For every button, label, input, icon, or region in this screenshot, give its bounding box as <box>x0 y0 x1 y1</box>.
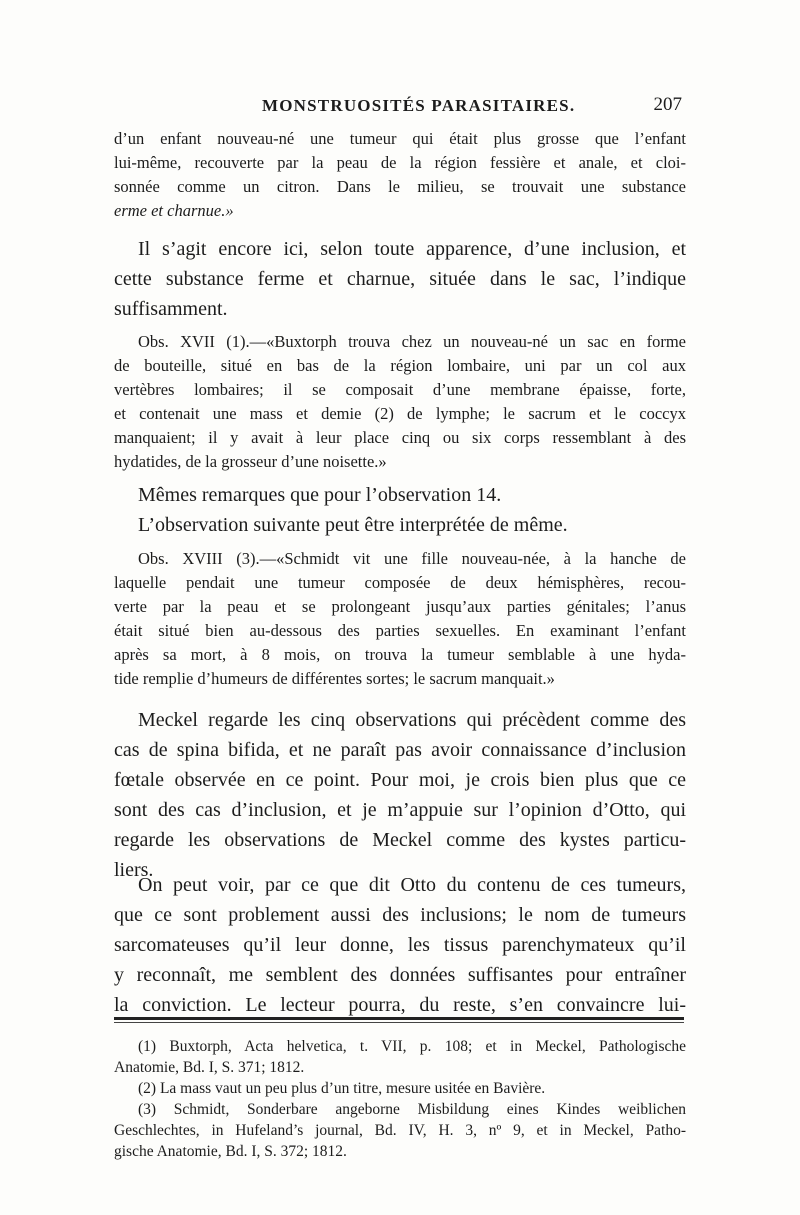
footnote-line: Anatomie, Bd. I, S. 371; 1812. <box>114 1059 305 1076</box>
text-line: cas de spina bifida, et ne paraît pas avoir connaissance d’inclusion <box>114 739 686 761</box>
footnote-rule <box>114 1017 684 1020</box>
text-line: Obs. XVIII (3).—«Schmidt vit une fille nouveau-née, à la hanche de <box>138 549 686 568</box>
text-line: sarcomateuses qu’il leur donne, les tissus parenchymateux qu’il <box>114 934 686 956</box>
text-line: hydatides, de la grosseur d’une noisette.» <box>114 452 387 471</box>
text-line: Il s’agit encore ici, selon toute apparence, d’une inclusion, et <box>138 238 686 260</box>
text-line: après sa mort, à 8 mois, on trouva la tumeur semblable à une hyda- <box>114 645 686 664</box>
text-line: liers. <box>114 859 154 881</box>
footnote-line: (1) Buxtorph, Acta helvetica, t. VII, p. 108; et in Meckel, Pathologische <box>138 1038 686 1055</box>
text-line: Obs. XVII (1).—«Buxtorph trouva chez un nouveau-né un sac en forme <box>138 332 686 351</box>
text-line: vertèbres lombaires; il se composait d’une membrane épaisse, forte, <box>114 380 686 399</box>
page-number: 207 <box>653 94 682 115</box>
footnotes <box>114 1036 686 1162</box>
text-line: d’un enfant nouveau-né une tumeur qui était plus grosse que l’enfant <box>114 129 686 148</box>
text-line: que ce sont problement aussi des inclusions; le nom de tumeurs <box>114 904 686 926</box>
text-line: Meckel regarde les cinq observations qui précèdent comme des <box>138 709 686 731</box>
text-line: tide remplie d’humeurs de différentes sortes; le sacrum manquait.» <box>114 669 555 688</box>
text-line: y reconnaît, me semblent des données suffisantes pour entraîner <box>114 964 686 986</box>
footnote-line: (3) Schmidt, Sonderbare angeborne Misbildung eines Kindes weiblichen <box>138 1101 686 1118</box>
text-line: verte par la peau et se prolongeant jusqu’aux parties génitales; l’anus <box>114 597 686 616</box>
paragraph-inclusion-remark <box>114 234 686 324</box>
running-header <box>112 96 682 120</box>
text-line: sonnée comme un citron. Dans le milieu, se trouvait une substance <box>114 177 686 196</box>
text-line: Mêmes remarques que pour l’observation 14. <box>138 484 502 506</box>
footnote-line: (2) La mass vaut un peu plus d’un titre, mesure usitée en Bavière. <box>138 1080 546 1097</box>
text-line: était situé bien au-dessous des parties sexuelles. En examinant l’enfant <box>114 621 686 640</box>
footnote-rule-thin <box>114 1022 684 1023</box>
text-line: erme et charnue.» <box>114 201 234 220</box>
text-line: cette substance ferme et charnue, située dans le sac, l’indique <box>114 268 686 290</box>
text-line: regarde les observations de Meckel comme des kystes particu- <box>114 829 686 851</box>
text-line: la conviction. Le lecteur pourra, du reste, s’en convaincre lui- <box>114 994 686 1016</box>
observation-xvii <box>114 330 686 474</box>
text-line: L’observation suivante peut être interprétée de même. <box>138 514 568 536</box>
text-line: fœtale observée en ce point. Pour moi, je crois bien plus que ce <box>114 769 686 791</box>
text-line: et contenait une mass et demie (2) de lymphe; le sacrum et le coccyx <box>114 404 686 423</box>
paragraph-otto <box>114 870 686 1020</box>
text-line: de bouteille, situé en bas de la région lombaire, uni par un col aux <box>114 356 686 375</box>
paragraph-remarks <box>114 480 686 540</box>
text-line: laquelle pendait une tumeur composée de deux hémisphères, recou- <box>114 573 686 592</box>
paragraph-meckel <box>114 705 686 885</box>
text-line: manquaient; il y avait à leur place cinq ou six corps ressemblant à des <box>114 428 686 447</box>
footnote-line: Geschlechtes, in Hufeland’s journal, Bd. IV, H. 3, nº 9, et in Meckel, Patho- <box>114 1122 686 1139</box>
text-line: lui-même, recouverte par la peau de la région fessière et anale, et cloi- <box>114 153 686 172</box>
text-line: On peut voir, par ce que dit Otto du contenu de ces tumeurs, <box>138 874 686 896</box>
paragraph-quote-end <box>114 127 686 223</box>
observation-xviii <box>114 547 686 691</box>
footnote-line: gische Anatomie, Bd. I, S. 372; 1812. <box>114 1143 347 1160</box>
running-title: MONSTRUOSITÉS PARASITAIRES. <box>262 96 576 115</box>
text-line: sont des cas d’inclusion, et je m’appuie sur l’opinion d’Otto, qui <box>114 799 686 821</box>
text-line: suffisamment. <box>114 298 228 320</box>
